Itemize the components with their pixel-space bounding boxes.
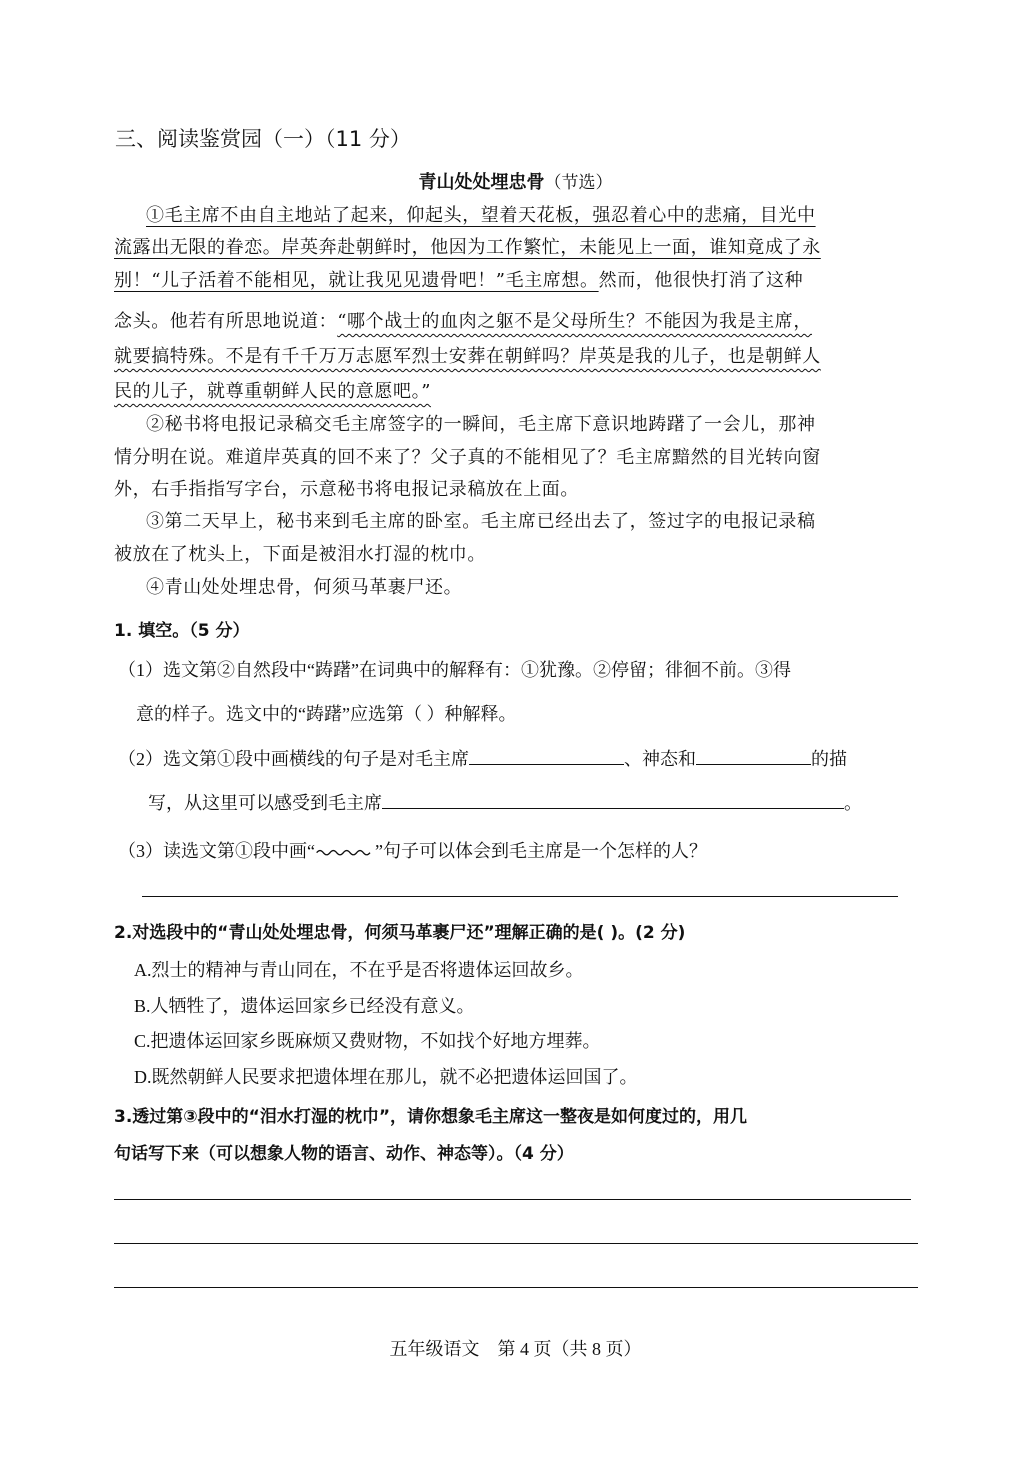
q3-answer-line-3[interactable] [114,1287,918,1288]
q1-sub2-text-c: 的描 [811,749,847,769]
q3-line-2: 句话写下来（可以想象人物的语言、动作、神态等）。（4 分） [114,1144,574,1164]
p1-line-1-text: ①毛主席不由自主地站了起来，仰起头，望着天花板，强忍着心中的悲痛，目光中 [146,205,816,226]
q1-blank-3[interactable] [382,790,844,809]
q1-sub2-line-1 [118,746,847,770]
p2-line-2: 情分明在说。难道岸英真的回不来了？父子真的不能相见了？毛主席黯然的目光转向窗 [114,447,821,468]
q1-answer-line[interactable] [142,896,898,897]
p1-line-3 [114,270,803,292]
q2-option-a[interactable]: A.烈士的精神与青山同在，不在乎是否将遗体运回故乡。 [134,960,584,980]
p1-line-4-plain: 念头。他若有所思地说道： [114,311,338,332]
p1-line-6 [114,381,431,403]
q1-sub3-text-b: ”句子可以体会到毛主席是一个怎样的人？ [375,841,707,861]
q1-sub1-line-1: （1）选文第②自然段中“踌躇”在词典中的解释有：①犹豫。②停留；徘徊不前。③得 [118,660,791,680]
q1-sub2-text-a: （2）选文第①段中画横线的句子是对毛主席 [118,749,469,769]
wavy-underline-mark-icon [315,845,375,857]
q1-title: 1. 填空。（5 分） [114,621,250,641]
q1-sub3-line [118,840,707,862]
q1-blank-2[interactable] [696,746,811,765]
q1-sub3-text-a: （3）读选文第①段中画“ [118,841,315,861]
q3-line-1: 3.透过第③段中的“泪水打湿的枕巾”，请你想象毛主席这一整夜是如何度过的，用几 [114,1107,748,1127]
p1-line-1 [146,205,816,227]
p1-line-3-underlined: 别！“儿子活着不能相见，就让我见见遗骨吧！”毛主席想。 [114,270,599,291]
q2-option-c[interactable]: C.把遗体运回家乡既麻烦又费财物，不如找个好地方埋葬。 [134,1031,601,1051]
article-title [0,168,1031,194]
p1-line-2 [114,237,821,259]
q2-option-b[interactable]: B.人牺牲了，遗体运回家乡已经没有意义。 [134,996,475,1016]
page-footer: 五年级语文 第 4 页（共 8 页） [389,1339,642,1359]
q1-sub2-text-e: 。 [844,793,862,813]
p1-line-2-text: 流露出无限的眷恋。岸英奔赴朝鲜时，他因为工作繁忙，未能见上一面，谁知竟成了永 [114,237,821,258]
p1-line-5 [114,346,821,368]
q2-title: 2.对选段中的“青山处处埋忠骨，何须马革裹尸还”理解正确的是( )。(2 分) [114,923,686,943]
p4-line: ④青山处处埋忠骨，何须马革裹尸还。 [146,577,463,598]
article-subtitle: （节选） [544,173,613,193]
q3-answer-line-1[interactable] [114,1199,911,1200]
p1-line-4-wavy: “哪个战士的血肉之躯不是父母所生？不能因为我是主席， [337,311,813,332]
p1-line-6-wavy: 民的儿子，就尊重朝鲜人民的意愿吧。” [114,381,432,402]
q1-sub2-text-b: 、神态和 [624,749,696,769]
p2-line-3: 外，右手指指写字台，示意秘书将电报记录稿放在上面。 [114,479,579,500]
p1-line-4 [114,311,812,333]
q2-option-d[interactable]: D.既然朝鲜人民要求把遗体埋在那儿，就不必把遗体运回国了。 [134,1067,638,1087]
q1-sub2-text-d: 写，从这里可以感受到毛主席 [148,793,382,813]
p3-line-2: 被放在了枕头上，下面是被泪水打湿的枕巾。 [114,544,486,565]
section-title: 三、阅读鉴赏园（一）（11 分） [115,127,411,151]
p3-line-1: ③第二天早上，秘书来到毛主席的卧室。毛主席已经出去了，签过字的电报记录稿 [146,511,816,532]
q3-answer-line-2[interactable] [114,1243,918,1244]
q1-blank-1[interactable] [469,746,624,765]
p2-line-1: ②秘书将电报记录稿交毛主席签字的一瞬间，毛主席下意识地踌躇了一会儿，那神 [146,414,816,435]
q1-sub2-line-2 [148,790,862,814]
q1-sub1-line-2: 意的样子。选文中的“踌躇”应选第（ ）种解释。 [136,704,517,724]
p1-line-5-wavy: 就要搞特殊。不是有千千万万志愿军烈士安葬在朝鲜吗？岸英是我的儿子，也是朝鲜人 [114,346,821,367]
article-title-text: 青山处处埋忠骨 [418,172,545,193]
p1-line-3-rest: 然而，他很快打消了这种 [598,270,804,291]
